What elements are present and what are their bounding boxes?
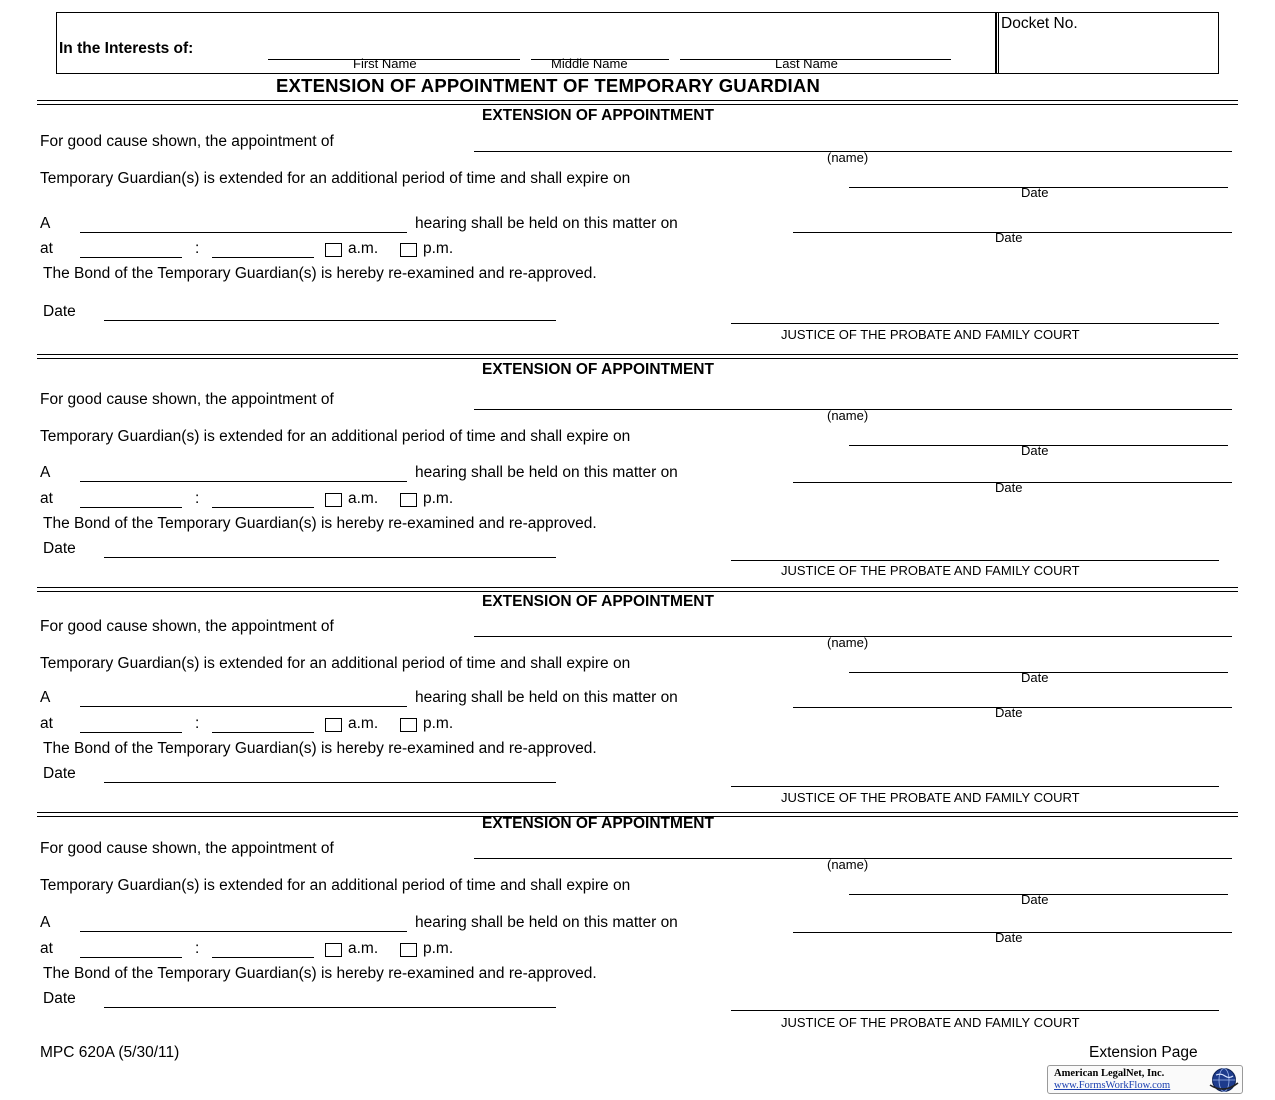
pm-checkbox[interactable] — [400, 718, 417, 732]
am-label: a.m. — [348, 715, 379, 732]
pm-label: p.m. — [423, 715, 454, 732]
time-colon: : — [195, 490, 200, 507]
a-label: A — [40, 215, 51, 232]
docket-number-field[interactable] — [1002, 36, 1214, 70]
hearing-date-caption: Date — [995, 230, 1023, 245]
section-divider — [37, 587, 1238, 592]
hour-field[interactable] — [80, 507, 182, 508]
extended-text: Temporary Guardian(s) is extended for an additional period of time and shall expire on — [40, 170, 631, 187]
hearing-text: hearing shall be held on this matter on — [415, 464, 678, 481]
hearing-text: hearing shall be held on this matter on — [415, 689, 678, 706]
hour-field[interactable] — [80, 257, 182, 258]
minute-field[interactable] — [212, 957, 314, 958]
section-divider — [37, 100, 1238, 105]
justice-signature-field[interactable] — [731, 1010, 1219, 1011]
a-label: A — [40, 689, 51, 706]
form-id: MPC 620A (5/30/11) — [40, 1044, 180, 1061]
am-checkbox[interactable] — [325, 718, 342, 732]
docket-label: Docket No. — [1001, 15, 1078, 32]
at-label: at — [40, 240, 53, 257]
time-colon: : — [195, 940, 200, 957]
good-cause-text: For good cause shown, the appointment of — [40, 840, 334, 857]
at-label: at — [40, 715, 53, 732]
name-caption: (name) — [827, 857, 869, 872]
am-label: a.m. — [348, 490, 379, 507]
bond-text: The Bond of the Temporary Guardian(s) is hereby re-examined and re-approved. — [43, 265, 597, 282]
at-label: at — [40, 490, 53, 507]
good-cause-text: For good cause shown, the appointment of — [40, 618, 334, 635]
section-heading: EXTENSION OF APPOINTMENT — [482, 107, 714, 124]
hearing-date-caption: Date — [995, 705, 1023, 720]
case-header-box — [56, 12, 996, 74]
a-label: A — [40, 914, 51, 931]
pm-label: p.m. — [423, 240, 454, 257]
expire-date-caption: Date — [1021, 892, 1049, 907]
pm-checkbox[interactable] — [400, 943, 417, 957]
bond-text: The Bond of the Temporary Guardian(s) is hereby re-examined and re-approved. — [43, 740, 597, 757]
order-date-field[interactable] — [104, 1007, 556, 1008]
hearing-date-caption: Date — [995, 480, 1023, 495]
order-date-field[interactable] — [104, 782, 556, 783]
expire-date-caption: Date — [1021, 443, 1049, 458]
date-label: Date — [43, 303, 76, 320]
expire-date-caption: Date — [1021, 670, 1049, 685]
section-heading: EXTENSION OF APPOINTMENT — [482, 361, 714, 378]
hour-field[interactable] — [80, 732, 182, 733]
am-label: a.m. — [348, 940, 379, 957]
minute-field[interactable] — [212, 732, 314, 733]
justice-caption: JUSTICE OF THE PROBATE AND FAMILY COURT — [781, 1015, 1080, 1030]
docket-inner-divider — [998, 12, 999, 74]
name-caption: (name) — [827, 635, 869, 650]
bond-text: The Bond of the Temporary Guardian(s) is hereby re-examined and re-approved. — [43, 965, 597, 982]
good-cause-text: For good cause shown, the appointment of — [40, 391, 334, 408]
order-date-field[interactable] — [104, 320, 556, 321]
good-cause-text: For good cause shown, the appointment of — [40, 133, 334, 150]
at-label: at — [40, 940, 53, 957]
extended-text: Temporary Guardian(s) is extended for an additional period of time and shall expire on — [40, 877, 631, 894]
hearing-text: hearing shall be held on this matter on — [415, 914, 678, 931]
a-label: A — [40, 464, 51, 481]
pm-checkbox[interactable] — [400, 493, 417, 507]
logo-website: www.FormsWorkFlow.com — [1054, 1080, 1171, 1091]
page-title: EXTENSION OF APPOINTMENT OF TEMPORARY GUARDIAN — [276, 75, 821, 96]
name-caption: (name) — [827, 408, 869, 423]
justice-caption: JUSTICE OF THE PROBATE AND FAMILY COURT — [781, 563, 1080, 578]
section-heading: EXTENSION OF APPOINTMENT — [482, 815, 714, 832]
logo-company-name: American LegalNet, Inc. — [1054, 1068, 1165, 1079]
pm-label: p.m. — [423, 940, 454, 957]
middle-name-caption: Middle Name — [551, 56, 628, 71]
hearing-type-field[interactable] — [80, 706, 407, 707]
date-label: Date — [43, 765, 76, 782]
justice-signature-field[interactable] — [731, 786, 1219, 787]
hearing-type-field[interactable] — [80, 232, 407, 233]
justice-caption: JUSTICE OF THE PROBATE AND FAMILY COURT — [781, 790, 1080, 805]
minute-field[interactable] — [212, 257, 314, 258]
section-heading: EXTENSION OF APPOINTMENT — [482, 593, 714, 610]
section-divider — [37, 354, 1238, 359]
page-label: Extension Page — [1089, 1044, 1198, 1061]
hour-field[interactable] — [80, 957, 182, 958]
hearing-date-caption: Date — [995, 930, 1023, 945]
am-checkbox[interactable] — [325, 243, 342, 257]
expire-date-caption: Date — [1021, 185, 1049, 200]
time-colon: : — [195, 715, 200, 732]
order-date-field[interactable] — [104, 557, 556, 558]
date-label: Date — [43, 990, 76, 1007]
first-name-caption: First Name — [353, 56, 417, 71]
extended-text: Temporary Guardian(s) is extended for an additional period of time and shall expire on — [40, 655, 631, 672]
hearing-type-field[interactable] — [80, 481, 407, 482]
am-checkbox[interactable] — [325, 493, 342, 507]
justice-caption: JUSTICE OF THE PROBATE AND FAMILY COURT — [781, 327, 1080, 342]
pm-checkbox[interactable] — [400, 243, 417, 257]
justice-signature-field[interactable] — [731, 323, 1219, 324]
justice-signature-field[interactable] — [731, 560, 1219, 561]
name-caption: (name) — [827, 150, 869, 165]
date-label: Date — [43, 540, 76, 557]
pm-label: p.m. — [423, 490, 454, 507]
interests-label: In the Interests of: — [59, 40, 194, 57]
time-colon: : — [195, 240, 200, 257]
hearing-text: hearing shall be held on this matter on — [415, 215, 678, 232]
bond-text: The Bond of the Temporary Guardian(s) is hereby re-examined and re-approved. — [43, 515, 597, 532]
extended-text: Temporary Guardian(s) is extended for an additional period of time and shall expire on — [40, 428, 631, 445]
hearing-type-field[interactable] — [80, 931, 407, 932]
am-checkbox[interactable] — [325, 943, 342, 957]
last-name-caption: Last Name — [775, 56, 838, 71]
globe-icon — [1207, 1067, 1241, 1093]
minute-field[interactable] — [212, 507, 314, 508]
am-label: a.m. — [348, 240, 379, 257]
vendor-logo[interactable] — [1047, 1065, 1243, 1094]
